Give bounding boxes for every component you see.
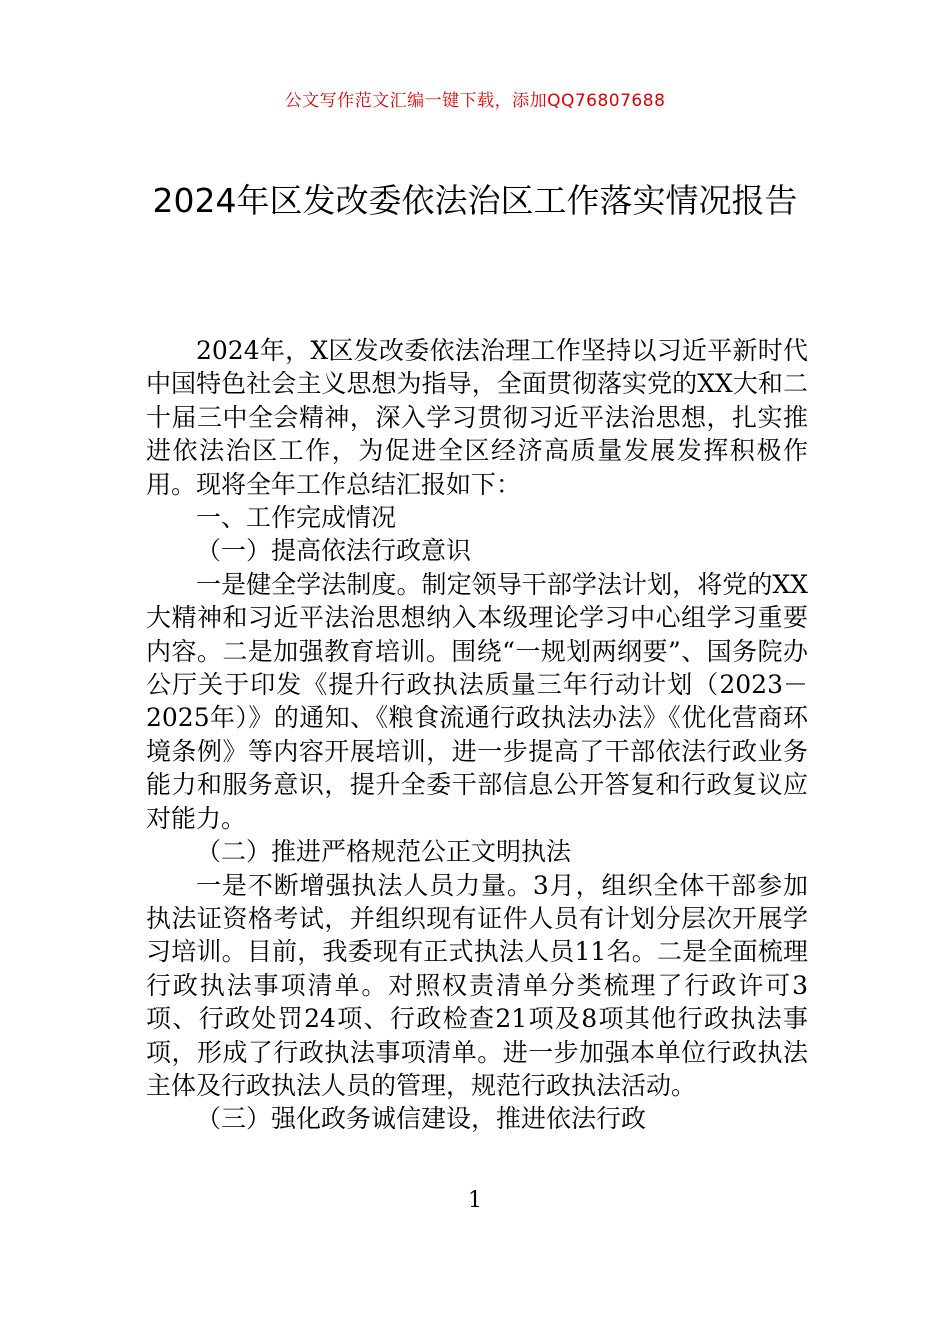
subsection-heading-3: （三）强化政务诚信建设，推进依法行政 <box>196 1104 647 1134</box>
section-heading-1: 一、工作完成情况 <box>196 503 397 533</box>
subsection-1-paragraph: 一是健全学法制度。制定领导干部学法计划，将党的XX大精神和习近平法治思想纳入本级理论学习中心组学习重要内容。二是加强教育培训。围绕“一规划两纲要”、国务院办公厅关于印发《提升行政执法质量三年行动计划（2023－2025年）》的通知、《粮食流通行政执法办法》《优化营商环境条例》等内容开展培训，进一步提高了干部依法行政业务能力和服务意识，提升全委干部信息公开答复和行政复议应对能力。 <box>146 569 808 833</box>
page-number: 1 <box>468 1188 482 1213</box>
header-download-note: 公文写作范文汇编一键下载，添加QQ76807688 <box>284 91 666 111</box>
subsection-heading-2: （二）推进严格规范公正文明执法 <box>196 837 572 867</box>
document-title: 2024年区发改委依法治区工作落实情况报告 <box>152 181 798 220</box>
subsection-heading-1: （一）提高依法行政意识 <box>196 536 472 566</box>
subsection-2-paragraph: 一是不断增强执法人员力量。3月，组织全体干部参加执法证资格考试，并组织现有证件人员有计划分层次开展学习培训。目前，我委现有正式执法人员11名。二是全面梳理行政执法事项清单。对照权责清单分类梳理了行政许可3项、行政处罚24项、行政检查21项及8项其他行政执法事项，形成了行政执法事项清单。进一步加强本单位行政执法主体及行政执法人员的管理，规范行政执法活动。 <box>146 870 808 1100</box>
intro-paragraph: 2024年，X区发改委依法治理工作坚持以习近平新时代中国特色社会主义思想为指导，全面贯彻落实党的XX大和二十届三中全会精神，深入学习贯彻习近平法治思想，扎实推进依法治区工作，为促进全区经济高质量发展发挥积极作用。现将全年工作总结汇报如下： <box>146 336 808 499</box>
document-body <box>146 334 808 1136</box>
